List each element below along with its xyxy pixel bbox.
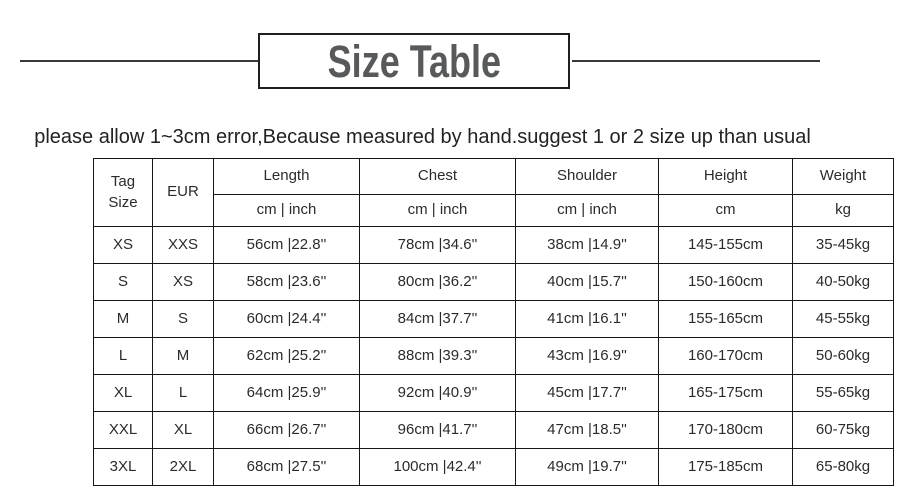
table-cell: 56cm |22.8'': [214, 227, 360, 264]
table-cell: 64cm |25.9'': [214, 375, 360, 412]
table-row: [94, 264, 894, 301]
table-cell: 62cm |25.2'': [214, 338, 360, 375]
header-unit-row: [94, 195, 894, 227]
table-cell: 96cm |41.7'': [360, 412, 516, 449]
table-row: [94, 301, 894, 338]
table-cell: 49cm |19.7'': [516, 449, 659, 486]
table-cell: S: [153, 301, 214, 338]
table-row: [94, 375, 894, 412]
table-cell: M: [94, 301, 153, 338]
header-tag-size: Tag Size: [94, 159, 153, 227]
table-cell: XS: [153, 264, 214, 301]
table-cell: 175-185cm: [659, 449, 793, 486]
table-cell: 58cm |23.6'': [214, 264, 360, 301]
table-cell: 55-65kg: [793, 375, 894, 412]
table-cell: 2XL: [153, 449, 214, 486]
table-cell: S: [94, 264, 153, 301]
unit-shoulder: cm | inch: [516, 195, 659, 227]
header-weight: Weight: [793, 159, 894, 195]
table-cell: XXS: [153, 227, 214, 264]
table-cell: XL: [94, 375, 153, 412]
table-cell: XS: [94, 227, 153, 264]
table-row: [94, 227, 894, 264]
table-cell: 60-75kg: [793, 412, 894, 449]
table-cell: 40cm |15.7'': [516, 264, 659, 301]
table-cell: L: [153, 375, 214, 412]
table-row: [94, 412, 894, 449]
header-shoulder: Shoulder: [516, 159, 659, 195]
table-cell: 43cm |16.9'': [516, 338, 659, 375]
table-row: [94, 338, 894, 375]
unit-weight: kg: [793, 195, 894, 227]
table-cell: 78cm |34.6'': [360, 227, 516, 264]
title-box: [258, 33, 570, 89]
table-row: [94, 449, 894, 486]
table-cell: 155-165cm: [659, 301, 793, 338]
unit-length: cm | inch: [214, 195, 360, 227]
table-cell: 88cm |39.3'': [360, 338, 516, 375]
table-cell: 150-160cm: [659, 264, 793, 301]
table-cell: 45-55kg: [793, 301, 894, 338]
header-length: Length: [214, 159, 360, 195]
title-ribbon: [20, 33, 820, 89]
unit-height: cm: [659, 195, 793, 227]
table-cell: XXL: [94, 412, 153, 449]
header-chest: Chest: [360, 159, 516, 195]
size-table: [93, 158, 894, 486]
table-cell: 80cm |36.2'': [360, 264, 516, 301]
table-cell: L: [94, 338, 153, 375]
table-cell: XL: [153, 412, 214, 449]
table-cell: 65-80kg: [793, 449, 894, 486]
measurement-note: please allow 1~3cm error,Because measured by hand.suggest 1 or 2 size up than usual: [34, 126, 811, 148]
table-cell: 165-175cm: [659, 375, 793, 412]
title-divider-left-line: [20, 60, 260, 62]
table-cell: 38cm |14.9'': [516, 227, 659, 264]
table-cell: M: [153, 338, 214, 375]
table-cell: 45cm |17.7'': [516, 375, 659, 412]
unit-chest: cm | inch: [360, 195, 516, 227]
table-cell: 170-180cm: [659, 412, 793, 449]
table-cell: 47cm |18.5'': [516, 412, 659, 449]
table-cell: 84cm |37.7'': [360, 301, 516, 338]
table-cell: 66cm |26.7'': [214, 412, 360, 449]
table-cell: 35-45kg: [793, 227, 894, 264]
header-eur: EUR: [153, 159, 214, 227]
size-table-body: [94, 227, 894, 486]
table-cell: 160-170cm: [659, 338, 793, 375]
table-cell: 60cm |24.4'': [214, 301, 360, 338]
table-cell: 92cm |40.9'': [360, 375, 516, 412]
header-measure-row: [94, 159, 894, 195]
table-cell: 50-60kg: [793, 338, 894, 375]
table-cell: 145-155cm: [659, 227, 793, 264]
table-cell: 100cm |42.4'': [360, 449, 516, 486]
title-divider-right-line: [572, 60, 820, 62]
table-cell: 41cm |16.1'': [516, 301, 659, 338]
size-table-header: [94, 159, 894, 227]
table-cell: 40-50kg: [793, 264, 894, 301]
table-cell: 3XL: [94, 449, 153, 486]
table-cell: 68cm |27.5'': [214, 449, 360, 486]
header-height: Height: [659, 159, 793, 195]
page-title: Size Table: [327, 35, 501, 87]
